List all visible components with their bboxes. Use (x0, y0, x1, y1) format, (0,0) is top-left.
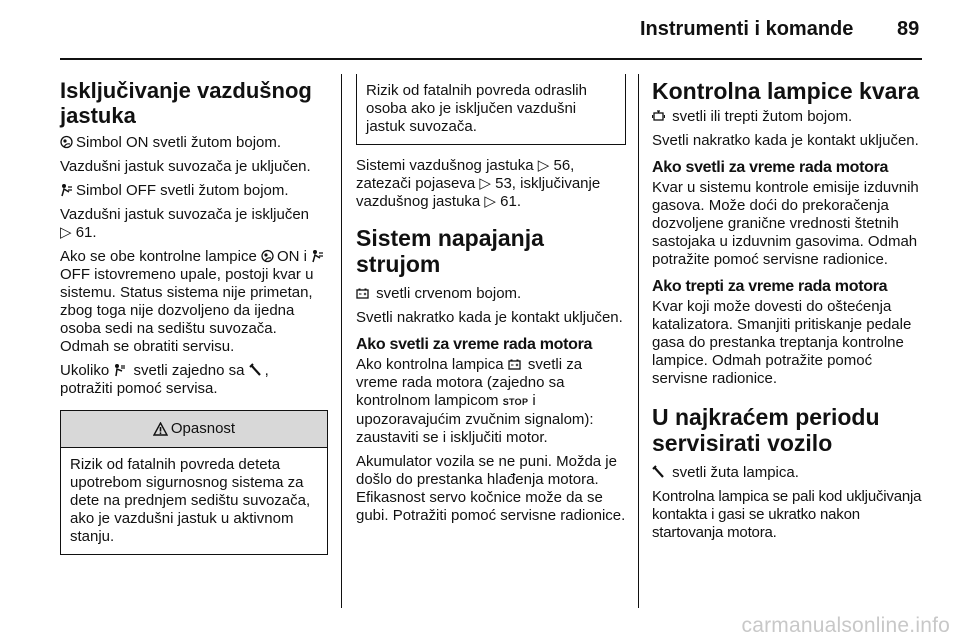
paragraph: Kontrolna lampica se pali kod uključivanja kontakta i gasi se ukratko nakon startovanja motora. (652, 488, 922, 541)
paragraph: Ako kontrolna lampica svetli za vreme rada motora (zajedno sa kontrolnom lampicom STOP i upozoravajućim zvučnim signalom): zaustaviti se i isključiti motor. (356, 356, 594, 446)
paragraph: Vazdušni jastuk suvozača je uključen. (60, 158, 311, 175)
column-2 (356, 74, 626, 531)
airbag-off-icon (60, 183, 73, 197)
watermark: carmanualsonline.info (741, 614, 950, 637)
paragraph: Akumulator vozila se ne puni. Možda je došlo do prestanka hlađenja motora. Efikasnost servo kočnice može da se gubi. Potražiti pomoć servisne radionice. (356, 453, 626, 524)
danger-warning-body: Rizik od fatalnih povreda deteta upotrebom sigurnosnog sistema za dete na prednjem sedištu suvozača, ako je vazdušni jastuk u aktivnom stanju. (70, 456, 311, 545)
paragraph: svetli crvenom bojom. (356, 285, 626, 303)
column-1 (60, 74, 328, 555)
cross-reference-arrow-icon: ▷ (537, 157, 550, 174)
page-header-title: Instrumenti i komande (640, 18, 854, 40)
warning-triangle-icon (153, 422, 168, 436)
paragraph: Simbol ON svetli žutom bojom. (60, 134, 328, 152)
airbag-off-icon (311, 249, 324, 263)
paragraph: Sistemi vazdušnog jastuka ▷ 56, zatezači pojaseva ▷ 53, isključivanje vazdušnog jastuka ▷ 61. (356, 157, 601, 210)
airbag-on-icon (261, 249, 274, 263)
paragraph: Simbol OFF svetli žutom bojom. (60, 182, 328, 200)
service-wrench-icon (249, 363, 262, 377)
paragraph: Ako se obe kontrolne lampice ON i OFF istovremeno upale, postoji kvar u sistemu. Status sistema nije primetan, zbog toga nije dozvoljeno da ijedna osoba sedi na sedištu suvozača. Odmah se obratiti servisu. (60, 248, 328, 356)
column-divider-1 (341, 74, 342, 608)
paragraph: Svetli nakratko kada je kontakt uključen. (356, 309, 623, 326)
paragraph: svetli ili trepti žutom bojom. (652, 108, 924, 126)
paragraph: Ukoliko svetli zajedno sa , potražiti pomoć servisa. (60, 362, 269, 397)
paragraph: Kvar u sistemu kontrole emisije izduvnih gasova. Može doći do prekoračenja dozvoljene granične vrednosti štetnih sastojaka u izduvnim gasovima. Odmah potražite pomoć servisne radionice. (652, 179, 919, 268)
subheading: Ako svetli za vreme rada motora (356, 336, 593, 353)
service-wrench-icon (652, 465, 665, 479)
section-heading-airbag-deactivation: Isključivanje vazdušnog jastuka (60, 78, 312, 128)
danger-warning-box (60, 410, 328, 555)
section-heading-charging-system: Sistem napajanja strujom (356, 225, 544, 277)
paragraph: Kvar koji može dovesti do oštećenja katalizatora. Smanjiti pritiskanje pedale gasa do prestanka treptanja kontrolne lampice. Odmah potražite pomoć servisne radionice. (652, 298, 912, 387)
cross-reference-arrow-icon: ▷ (484, 193, 496, 210)
battery-icon (508, 357, 521, 371)
airbag-on-icon (60, 135, 73, 149)
subheading: Ako svetli za vreme rada motora (652, 159, 889, 176)
column-divider-2 (638, 74, 639, 608)
section-heading-malfunction-lamp: Kontrolna lampice kvara (652, 78, 920, 104)
continued-warning-box: Rizik od fatalnih povreda odraslih osoba ako je isključen vazdušni jastuk suvozača. (356, 74, 626, 145)
airbag-warning-icon (113, 363, 126, 377)
page-number: 89 (897, 18, 920, 40)
subheading: Ako trepti za vreme rada motora (652, 278, 888, 295)
paragraph: svetli žuta lampica. (652, 464, 924, 482)
cross-reference-arrow-icon: ▷ (60, 224, 72, 241)
stop-indicator-icon: STOP (502, 397, 529, 407)
paragraph: Svetli nakratko kada je kontakt uključen. (652, 132, 919, 149)
cross-reference-arrow-icon: ▷ (479, 175, 491, 192)
check-engine-icon (652, 109, 665, 123)
battery-icon (356, 286, 369, 300)
paragraph: Vazdušni jastuk suvozača je isključen ▷ 61. (60, 206, 310, 241)
header-rule (60, 58, 922, 60)
section-heading-service-soon: U najkraćem periodu servisirati vozilo (652, 404, 880, 456)
danger-warning-header: Opasnost (61, 410, 327, 448)
column-3 (652, 74, 924, 548)
